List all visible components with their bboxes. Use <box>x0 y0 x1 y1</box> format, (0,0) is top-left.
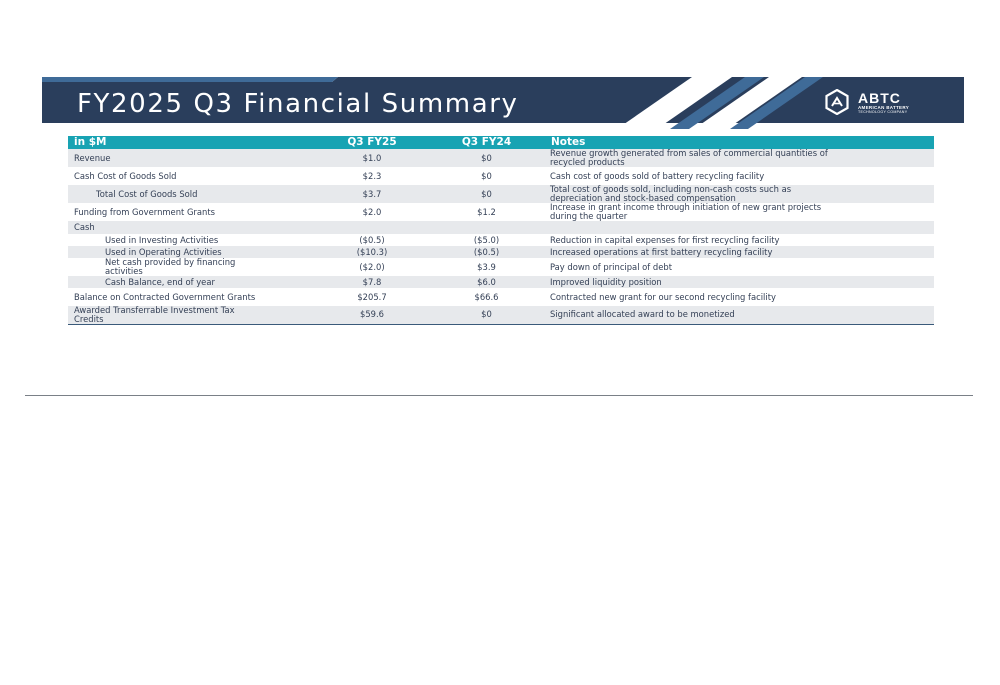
financial-summary-table <box>68 136 934 325</box>
value-q3fy24: $1.2 <box>477 206 496 217</box>
row-label: Awarded Transferrable Investment Tax Credits <box>68 306 316 324</box>
table-row <box>68 221 934 234</box>
table-row <box>68 149 934 167</box>
banner-top-accent <box>42 77 338 82</box>
row-notes: Contracted new grant for our second recycling facility <box>550 291 776 302</box>
table-row <box>68 276 934 288</box>
abtc-logo <box>824 89 934 117</box>
table-row <box>68 288 934 306</box>
row-label: Balance on Contracted Government Grants <box>74 291 256 302</box>
column-header-q3fy25: Q3 FY25 <box>316 136 428 149</box>
row-label: Funding from Government Grants <box>74 206 215 217</box>
row-notes: Pay down of principal of debt <box>550 261 672 272</box>
value-q3fy24: $0 <box>481 170 492 181</box>
table-row <box>68 246 934 258</box>
value-q3fy24: $66.6 <box>474 291 499 302</box>
abtc-hexagon-logo-icon <box>824 89 850 115</box>
table-row <box>68 234 934 246</box>
value-q3fy24: $0 <box>428 185 545 203</box>
row-label: Used in Operating Activities <box>68 246 316 258</box>
table-row <box>68 203 934 221</box>
value-q3fy24: ($5.0) <box>473 234 500 245</box>
row-notes <box>545 221 934 234</box>
row-label: Total Cost of Goods Sold <box>68 185 316 203</box>
row-label: Cash Balance, end of year <box>68 276 316 288</box>
table-body <box>68 149 934 324</box>
row-notes: Improved liquidity position <box>545 276 934 288</box>
value-q3fy24: $0 <box>428 306 545 324</box>
value-q3fy25: $205.7 <box>357 291 387 302</box>
column-header-q3fy24: Q3 FY24 <box>428 136 545 149</box>
value-q3fy25: $2.3 <box>362 170 382 181</box>
row-label: Cash Cost of Goods Sold <box>74 170 177 181</box>
table-header-row <box>68 136 934 149</box>
table-row <box>68 306 934 324</box>
value-q3fy24: ($0.5) <box>428 246 545 258</box>
row-notes: Increase in grant income through initiation of new grant projects during the quarter <box>550 202 822 221</box>
row-notes: Total cost of goods sold, including non-cash costs such as depreciation and stock-based compensation <box>545 185 934 203</box>
row-notes: Increased operations at first battery recycling facility <box>545 246 934 258</box>
value-q3fy25: ($2.0) <box>359 261 385 272</box>
value-q3fy24: $3.9 <box>477 261 496 272</box>
value-q3fy25: $7.8 <box>316 276 428 288</box>
table-row <box>68 167 934 185</box>
row-label: Used in Investing Activities <box>105 234 219 245</box>
value-q3fy24: $6.0 <box>428 276 545 288</box>
row-label: Revenue <box>68 149 316 167</box>
row-label: Net cash provided by financing activities <box>105 257 236 276</box>
value-q3fy24 <box>428 221 545 234</box>
logo-line-1: AMERICAN BATTERY <box>858 105 910 110</box>
value-q3fy24: $0 <box>428 149 545 167</box>
value-q3fy25: ($10.3) <box>316 246 428 258</box>
title-banner <box>42 77 964 129</box>
column-header-metric: in $M <box>68 136 316 149</box>
value-q3fy25 <box>316 221 428 234</box>
row-notes: Cash cost of goods sold of battery recycling facility <box>550 170 765 181</box>
logo-line-2: TECHNOLOGY COMPANY <box>858 110 908 114</box>
column-header-notes: Notes <box>545 136 934 149</box>
table-row <box>68 185 934 203</box>
value-q3fy25: $1.0 <box>316 149 428 167</box>
value-q3fy25: $2.0 <box>362 206 382 217</box>
value-q3fy25: $59.6 <box>316 306 428 324</box>
page-divider <box>25 395 973 396</box>
row-notes: Significant allocated award to be monetized <box>545 306 934 324</box>
row-notes: Revenue growth generated from sales of commercial quantities of recycled products <box>545 149 934 167</box>
row-label: Cash <box>68 221 316 234</box>
value-q3fy25: $3.7 <box>316 185 428 203</box>
value-q3fy25: ($0.5) <box>359 234 385 245</box>
logo-wordmark: ABTC <box>858 90 901 106</box>
table-row <box>68 258 934 276</box>
page-title: FY2025 Q3 Financial Summary <box>77 89 519 119</box>
row-notes: Reduction in capital expenses for first recycling facility <box>550 234 780 245</box>
